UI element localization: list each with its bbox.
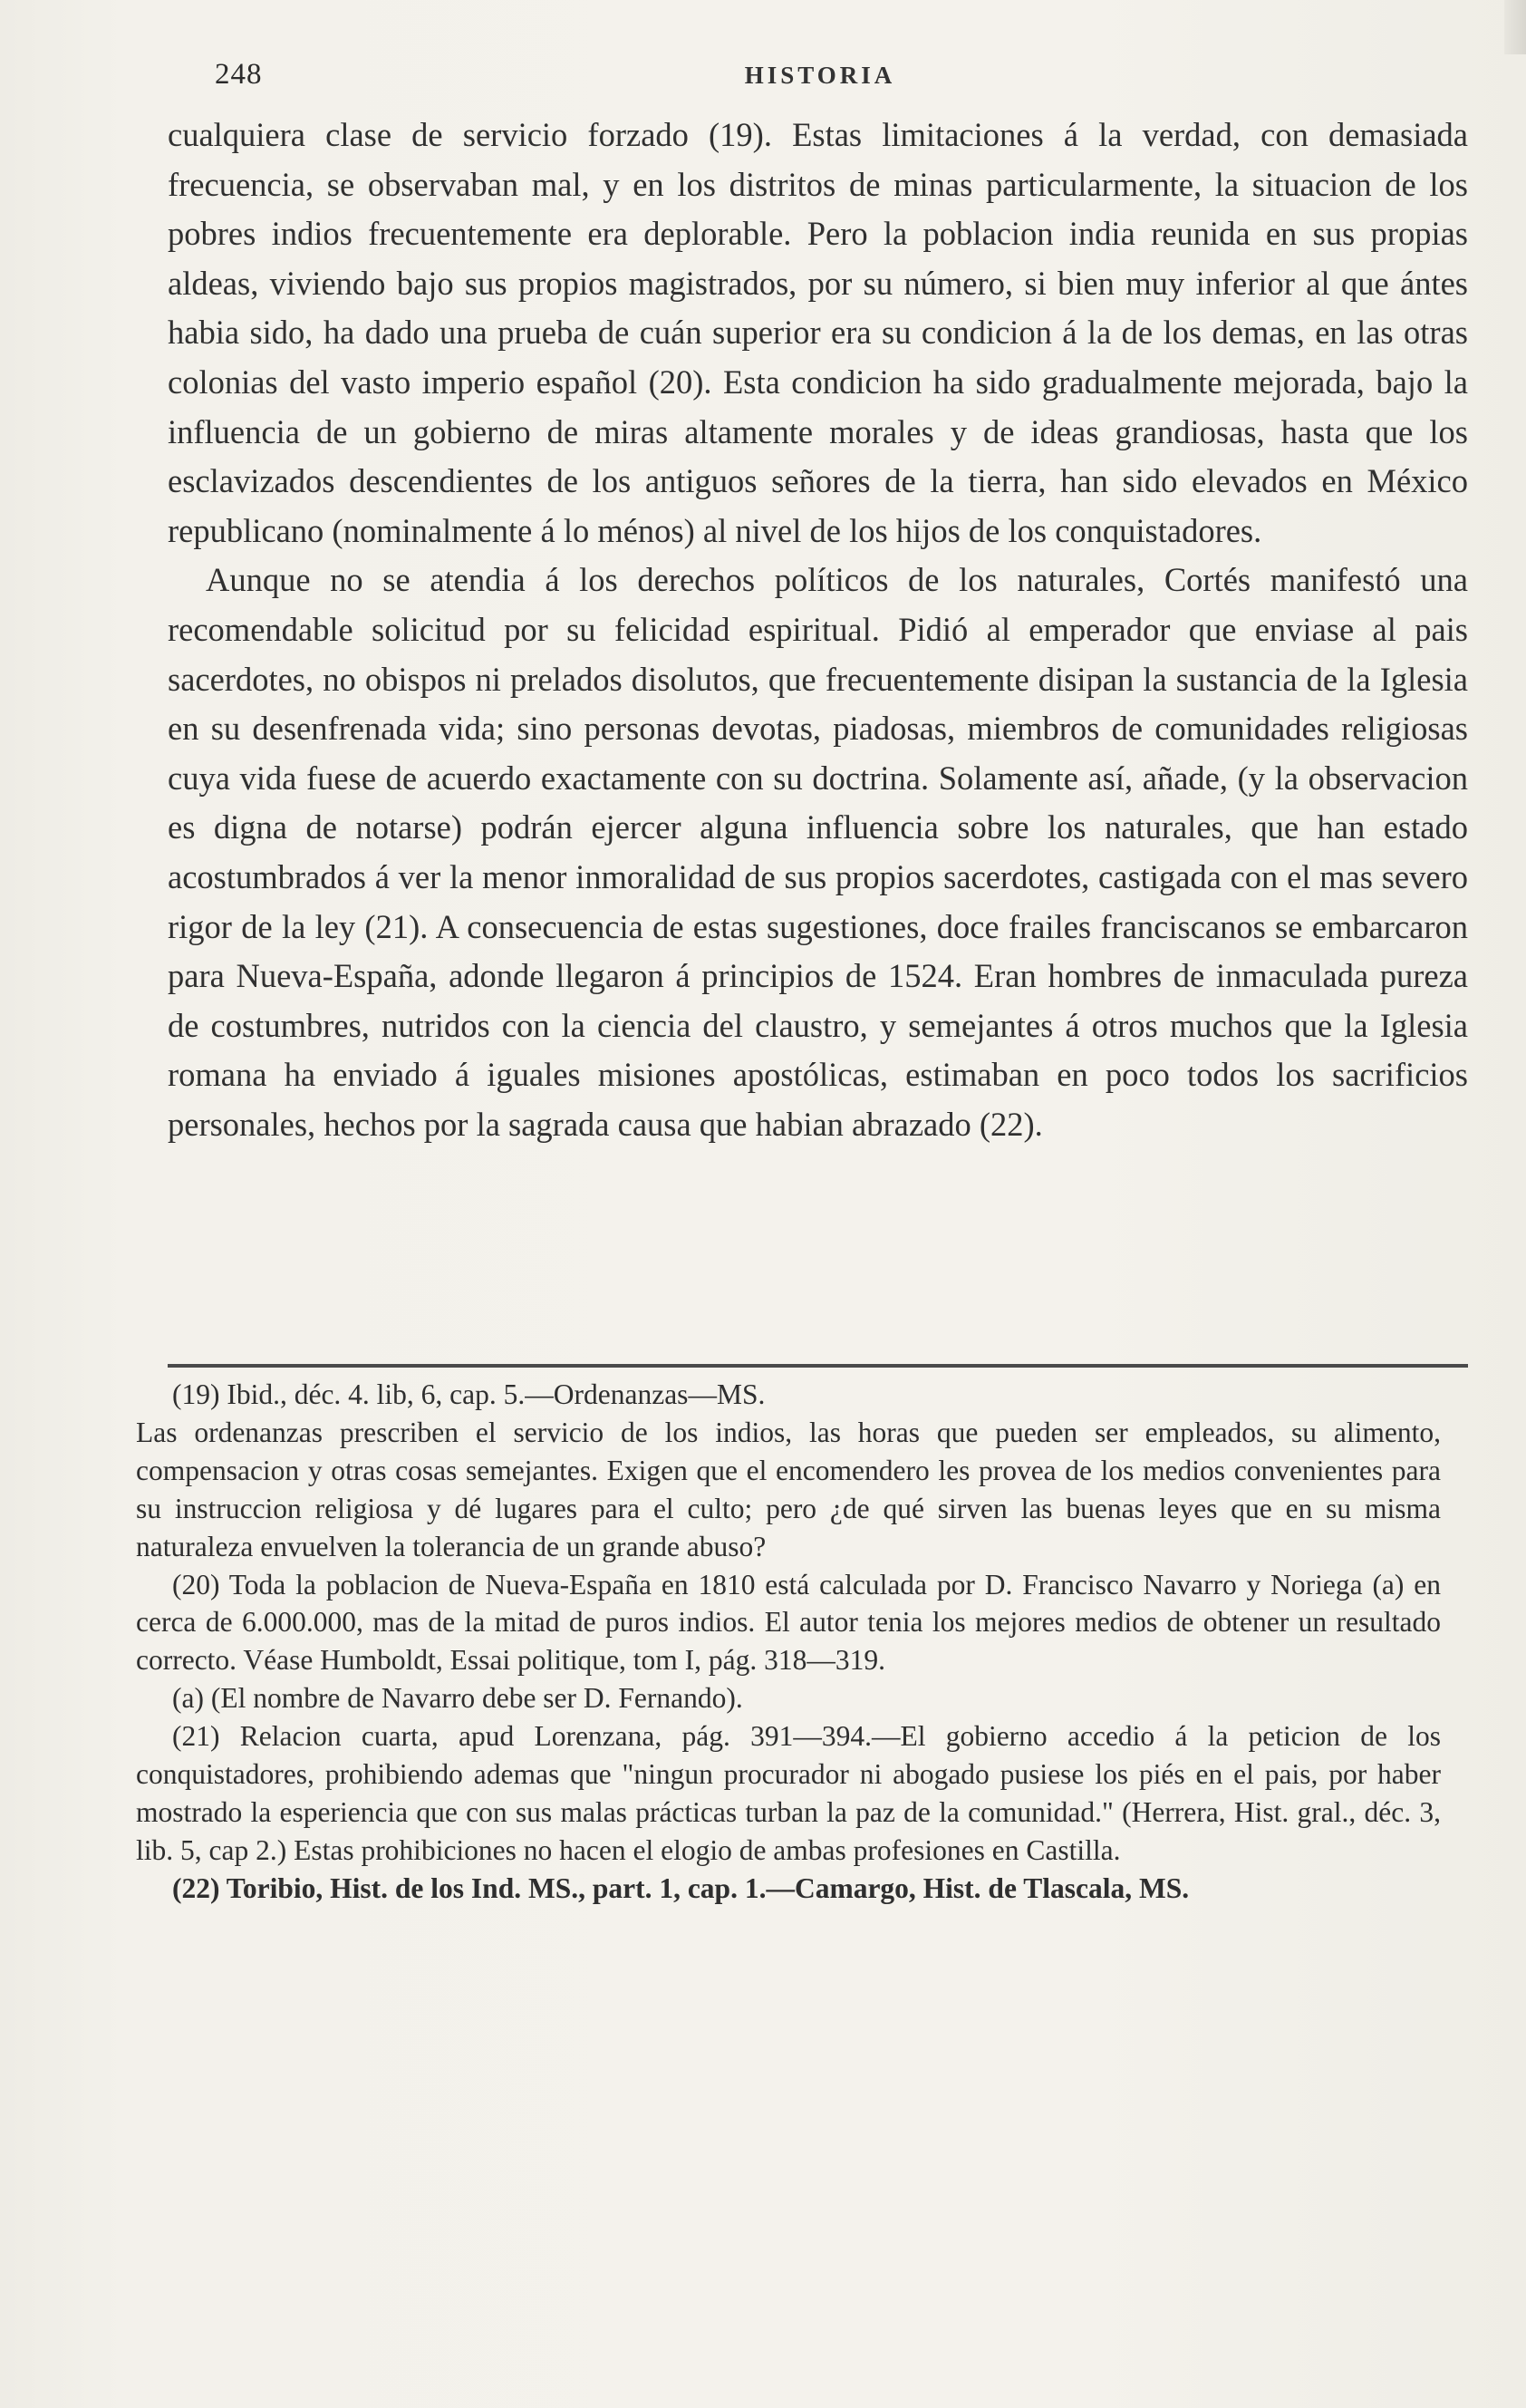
footnote-21: (21) Relacion cuarta, apud Lorenzana, pág. 391—394.—El gobierno accedio á la peticion de los conquistadores, prohibiendo ademas que "ningun procurador ni abogado pusiese los piés en el pais, por haber mostrado la esperiencia que con sus malas prácticas turban la paz de la comunidad." (Herrera, Hist. gral., déc. 3, lib. 5, cap 2.) Estas prohibiciones no hacen el elogio de ambas profesiones en Castilla. — [136, 1720, 1441, 1866]
footnote-a: (a) (El nombre de Navarro debe ser D. Fernando). — [172, 1682, 743, 1715]
footnotes — [136, 1376, 1441, 1908]
footnote-20: (20) Toda la poblacion de Nueva-España en 1810 está calculada por D. Francisco Navarro y Noriega (a) en cerca de 6.000.000, mas de la mitad de puros indios. El autor tenia los mejores medios de obtener un resultado correcto. Véase Humboldt, Essai politique, tom I, pág. 318—319. — [136, 1568, 1441, 1677]
footnote-divider — [168, 1364, 1468, 1368]
page-edge-shadow — [1504, 0, 1526, 54]
running-title: HISTORIA — [744, 62, 896, 89]
body-paragraph: Aunque no se atendia á los derechos políticos de los naturales, Cortés manifestó una recomendable solicitud por su felicidad espiritual. Pidió al emperador que enviase al pais sacerdotes, no obispos ni prelados disolutos, que frecuentemente disipan la sustancia de la Iglesia en su desenfrenada vida; sino personas devotas, piadosas, miembros de comunidades religiosas cuya vida fuese de acuerdo exactamente con su doctrina. Solamente así, añade, (y la observacion es digna de notarse) podrán ejercer alguna influencia sobre los naturales, que han estado acostumbrados á ver la menor inmoralidad de sus propios sacerdotes, castigada con el mas severo rigor de la ley (21). A consecuencia de estas sugestiones, doce frailes franciscanos se embarcaron para Nueva-España, adonde llegaron á principios de 1524. Eran hombres de inmaculada pureza de costumbres, nutridos con la ciencia del claustro, y semejantes á otros muchos que la Iglesia romana ha enviado á iguales misiones apostólicas, estimaban en poco todos los sacrificios personales, hechos por la sagrada causa que habian abrazado (22). — [168, 561, 1468, 1143]
main-text — [168, 111, 1468, 1149]
page-header — [168, 58, 1473, 98]
footnote-19: (19) Ibid., déc. 4. lib, 6, cap. 5.—Ordenanzas—MS. — [172, 1378, 766, 1410]
footnote-22: (22) Toribio, Hist. de los Ind. MS., part. 1, cap. 1.—Camargo, Hist. de Tlascala, MS. — [172, 1871, 1190, 1904]
page-number: 248 — [215, 58, 263, 91]
footnote-19-continuation: Las ordenanzas prescriben el servicio de los indios, las horas que pueden ser empleados, su alimento, compensacion y otras cosas semejantes. Exigen que el encomendero les provea de los medios convenientes para su instruccion religiosa y dé lugares para el culto; pero ¿de qué sirven las buenas leyes que en su misma naturaleza envuelven la tolerancia de un grande abuso? — [136, 1416, 1441, 1562]
body-paragraph: cualquiera clase de servicio forzado (19). Estas limitaciones á la verdad, con demasiada frecuencia, se observaban mal, y en los distritos de minas particularmente, la situacion de los pobres indios frecuentemente era deplorable. Pero la poblacion india reunida en sus propias aldeas, viviendo bajo sus propios magistrados, por su número, si bien muy inferior al que ántes habia sido, ha dado una prueba de cuán superior era su condicion á la de los demas, en las otras colonias del vasto imperio español (20). Esta condicion ha sido gradualmente mejorada, bajo la influencia de un gobierno de miras altamente morales y de ideas grandiosas, hasta que los esclavizados descendientes de los antiguos señores de la tierra, han sido elevados en México republicano (nominalmente á lo ménos) al nivel de los hijos de los conquistadores. — [168, 116, 1468, 549]
